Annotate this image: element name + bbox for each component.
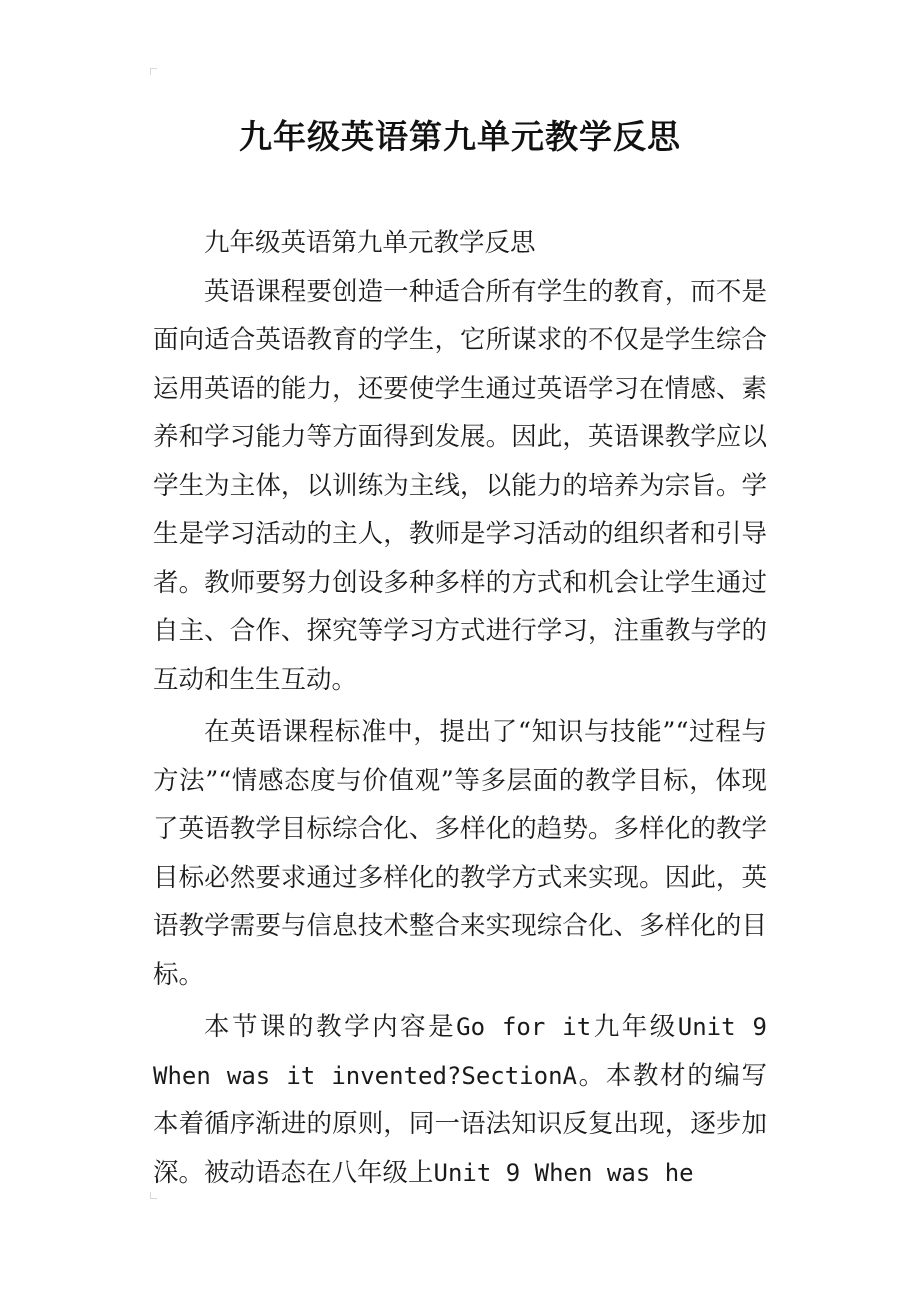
paragraph-3-text-b: 九年级 xyxy=(591,1012,678,1042)
document-body xyxy=(153,219,767,1197)
paragraph-3-text-a: 本节课的教学内容是 xyxy=(204,1012,457,1042)
document-subtitle: 九年级英语第九单元教学反思 xyxy=(204,228,536,258)
paragraph-3-text-c: 。本教材的编写本着循序渐进的原则，同一语法知识反复出现，逐步加深。被动语态在八年级上 xyxy=(153,1060,767,1188)
paragraph-3-unit-ref: Unit 9 When was he xyxy=(433,1158,694,1187)
paragraph-3-textbook-name: Go for it xyxy=(456,1013,592,1041)
paragraph-3-unit-title: Unit 9 When was it invented?SectionA xyxy=(153,1013,767,1090)
page-corner-mark-top xyxy=(150,68,157,75)
paragraph-3 xyxy=(153,1003,767,1197)
paragraph-2: 在英语课程标准中，提出了“知识与技能”“过程与方法”“情感态度与价值观”等多层面的教学目标，体现了英语教学目标综合化、多样化的趋势。多样化的教学目标必然要求通过多样化的教学方式来实现。因此，英语教学需要与信息技术整合来实现综合化、多样化的目标。 xyxy=(153,717,767,990)
document-title: 九年级英语第九单元教学反思 xyxy=(239,117,681,156)
page-corner-mark-bottom xyxy=(150,1192,157,1199)
paragraph-1: 英语课程要创造一种适合所有学生的教育，而不是面向适合英语教育的学生，它所谋求的不仅是学生综合运用英语的能力，还要使学生通过英语学习在情感、素养和学习能力等方面得到发展。因此，英语课教学应以学生为主体，以训练为主线，以能力的培养为宗旨。学生是学习活动的主人，教师是学习活动的组织者和引导者。教师要努力创设多种多样的方式和机会让学生通过自主、合作、探究等学习方式进行学习，注重教与学的互动和生生互动。 xyxy=(153,276,767,695)
